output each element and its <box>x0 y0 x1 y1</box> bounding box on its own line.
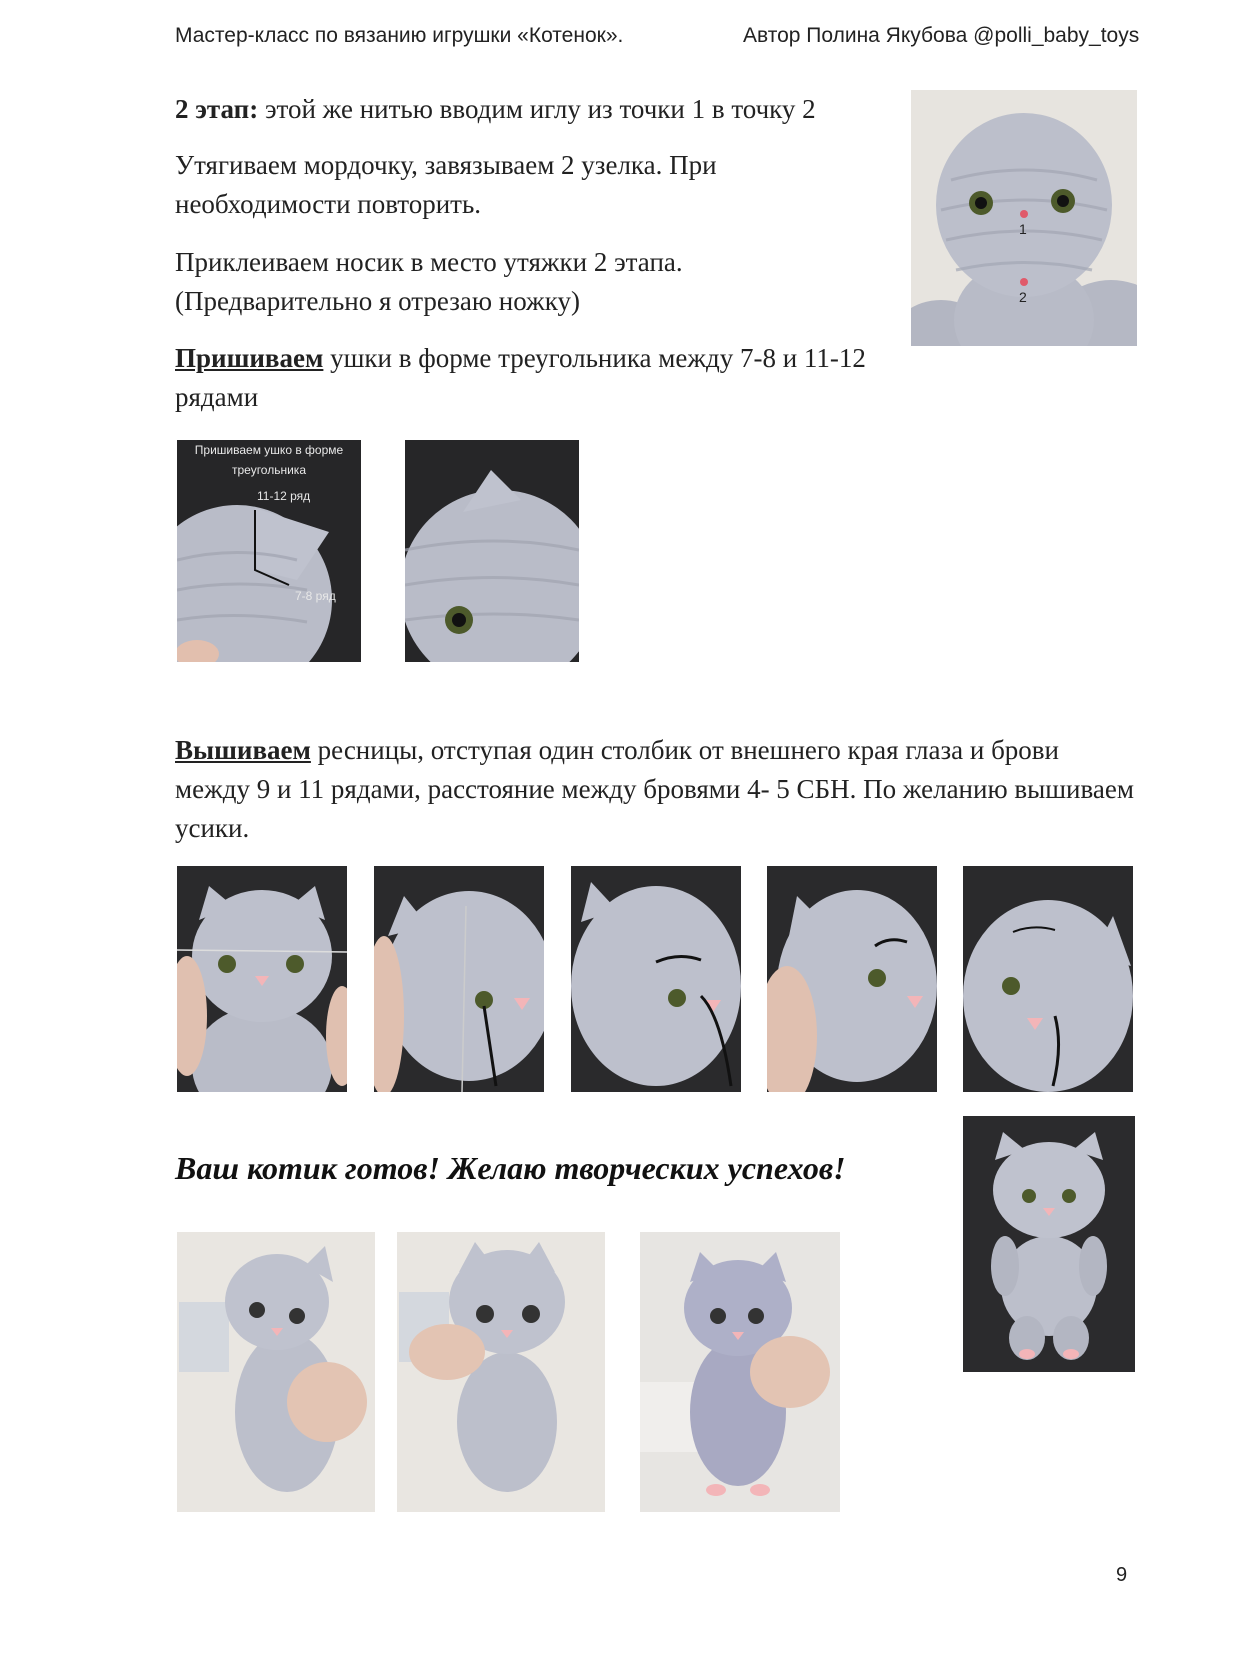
nose-line-2: (Предварительно я отрезаю ножку) <box>175 286 580 316</box>
ear-diagram-photo <box>177 440 361 662</box>
ear-overlay-line1: Пришиваем ушко в форме <box>194 443 344 457</box>
document-title: Мастер-класс по вязанию игрушки «Котенок». <box>175 24 624 47</box>
stage2-paragraph <box>175 90 875 129</box>
ear-overlay-row-bottom: 7-8 ряд <box>295 589 336 603</box>
finished-cat-hand-photo-3 <box>640 1232 840 1512</box>
embroider-step-photo-3 <box>571 866 741 1092</box>
embroider-lead: Вышиваем <box>175 735 311 765</box>
embroider-step-photo-2 <box>374 866 544 1092</box>
face-points-photo <box>911 90 1137 346</box>
embroider-paragraph <box>175 731 1135 848</box>
nose-paragraph <box>175 243 855 321</box>
finished-cat-hand-photo-2 <box>397 1232 605 1512</box>
nose-line-1: Приклеиваем носик в место утяжки 2 этапа. <box>175 247 683 277</box>
stage2-lead: 2 этап: <box>175 94 259 124</box>
ears-paragraph <box>175 339 895 417</box>
ear-overlay-row-top: 11-12 ряд <box>257 489 311 503</box>
embroider-text: ресницы, отступая один столбик от внешнего края глаза и брови между 9 и 11 рядами, расстояние между бровями 4- 5 СБН. По желанию вышиваем усики. <box>175 735 1134 843</box>
ear-overlay-line2: треугольника <box>231 463 307 477</box>
final-message: Ваш котик готов! Желаю творческих успехов! <box>175 1150 846 1186</box>
embroider-step-photo-4 <box>767 866 937 1092</box>
point-2-label: 2 <box>1019 289 1027 305</box>
stage2-text: этой же нитью вводим иглу из точки 1 в точку 2 <box>258 94 816 124</box>
ears-lead: Пришиваем <box>175 343 324 373</box>
finished-cat-hand-photo-1 <box>177 1232 375 1512</box>
ears-text: ушки в форме треугольника между 7-8 и 11-12 рядами <box>175 343 866 412</box>
finished-cat-photo <box>963 1116 1135 1372</box>
embroider-step-photo-5 <box>963 866 1133 1092</box>
page-number: 9 <box>1116 1564 1128 1586</box>
tighten-paragraph: Утягиваем мордочку, завязываем 2 узелка. При необходимости повторить. <box>175 150 717 219</box>
embroider-step-photo-1 <box>177 866 347 1092</box>
document-author: Автор Полина Якубова @polli_baby_toys <box>743 24 1140 47</box>
ear-attached-photo <box>405 440 579 662</box>
point-1-label: 1 <box>1019 221 1027 237</box>
